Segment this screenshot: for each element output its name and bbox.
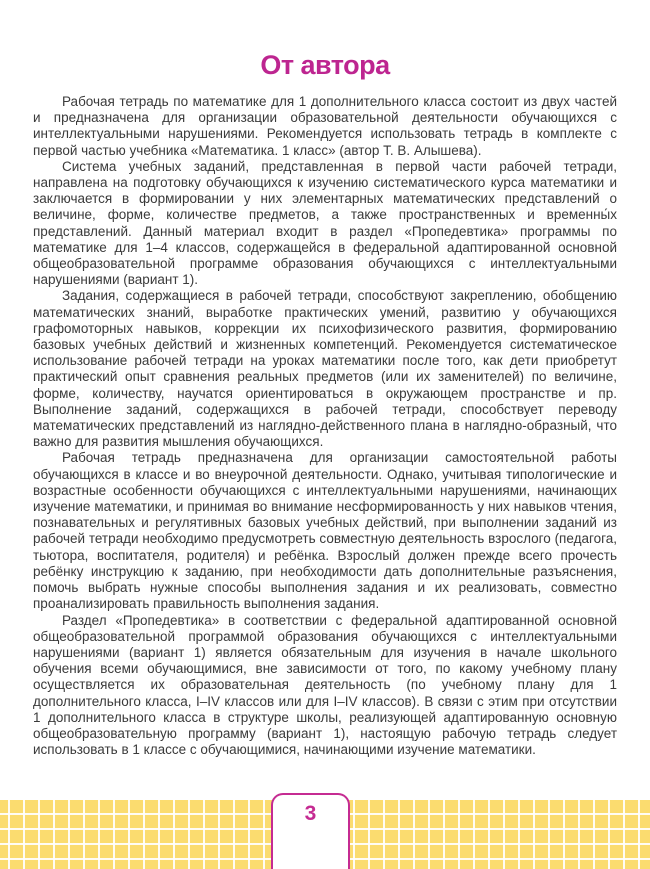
paragraph: Рабочая тетрадь по математике для 1 дополнительного класса состоит из двух частей и предназначена для организации образовательной деятельности обучающихся с интеллектуальными нарушениями. Рекомендуется использовать тетрадь в комплекте с первой частью учебника «Математика. 1 класс» (автор Т. В. Алышева). [33,94,617,158]
page-title: От автора [260,50,390,80]
page-number-tab [271,793,350,869]
paragraph: Система учебных заданий, представленная в первой части рабочей тетради, направлена на подготовку обучающихся к изучению систематического курса математики и заключается в формировании у них элементарных математических представлений о величине, форме, количестве предметов, а также пространственных и временны́х представлений. Данный материал входит в раздел «Пропедевтика» программы по математике для 1–4 классов, содержащейся в федеральной адаптированной основной общеобразовательной программе образования обучающихся с интеллектуальными нарушениями (вариант 1). [33,158,617,288]
paragraph: Задания, содержащиеся в рабочей тетради, способствуют закреплению, обобщению математических знаний, выработке практических умений, развитию у обучающихся графомоторных навыков, коррекции их психофизического развития, формированию базовых учебных действий и жизненных компетенций. Рекомендуется систематическое использование рабочей тетради на уроках математики после того, как дети приобретут практический опыт сравнения реальных предметов (или их заменителей) по величине, форме, количеству, научатся ориентироваться в окружающем пространстве и пр. Выполнение заданий, содержащихся в рабочей тетради, способствует переводу математических представлений из наглядно-действенного плана в наглядно-образный, что важно для развития мышления обучающихся. [33,288,617,450]
body-text [33,94,617,758]
paragraph: Рабочая тетрадь предназначена для организации самостоятельной работы обучающихся в классе и во внеурочной деятельности. Однако, учитывая типологические и возрастные особенности обучающихся с интеллектуальными нарушениями, начинающих изучение математики, и принимая во внимание несформированность у них навыков чтения, познавательных и регулятивных базовых учебных действий, при выполнении заданий из рабочей тетради необходимо предусмотреть совместную деятельность взрослого (педагога, тьютора, воспитателя, родителя) и ребёнка. Взрослый должен прежде всего прочесть ребёнку инструкцию к заданию, при необходимости дать дополнительные разъяснения, помочь выбрать нужные способы выполнения задания и их реализовать, совместно проанализировать правильность выполнения задания. [33,450,617,612]
paragraph: Раздел «Пропедевтика» в соответствии с федеральной адаптированной основной общеобразовательной программой образования обучающихся с интеллектуальными нарушениями (вариант 1) является обязательным для изучения в начале школьного обучения всеми обучающимися, вне зависимости от того, по какому учебному плану осуществляется их образовательная деятельность (по учебному плану для 1 дополнительного класса, I–IV классов или для I–IV классов). В связи с этим при отсутствии 1 дополнительного класса в структуре школы, реализующей адаптированную основную общеобразовательную программу (вариант 1), настоящую рабочую тетрадь следует использовать в 1 классе с обучающимися, начинающими изучение математики. [33,612,617,758]
page-number: 3 [304,802,317,825]
